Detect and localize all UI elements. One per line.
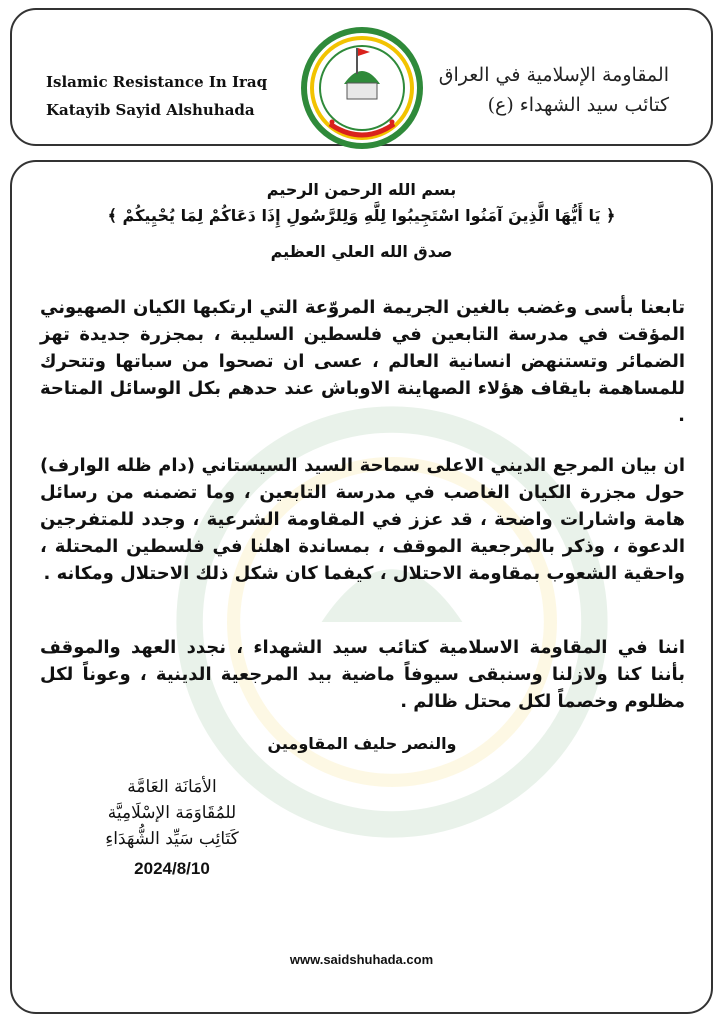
- basmala: بسم الله الرحمن الرحيم: [266, 180, 457, 199]
- signature-line2: للمُقَاوَمَة الإسْلَامِيَّة: [107, 803, 237, 823]
- signature-line1: الأمَانَة العَامَّة: [127, 777, 217, 797]
- english-title: [46, 68, 286, 124]
- signature-line3: كَتَائِب سَيِّد الشُّهَدَاءِ: [105, 829, 239, 849]
- quran-verse: ﴿ يَا أَيُّهَا الَّذِينَ آمَنُوا اسْتَجِيبُوا لِلَّهِ وَلِلرَّسُولِ إِذَا دَعَاكُمْ لِمَا يُحْيِيكُمْ ﴾: [107, 206, 616, 225]
- paragraph-2: ان بيان المرجع الديني الاعلى سماحة السيد السيستاني (دام ظله الوارف) حول مجزرة الكيان الغاصب في مدرسة التابعين ، وما تضمنه من رسائل هامة واشارات واضحة ، قد عزز في المقاومة الشرعية ، وجدد للمتفرجين الدعوة ، وذكر بالمرجعية الموقف ، بمساندة اهلنا في فلسطين المحتلة ، واحقية الشعوب بمقاومة الاحتلال ، كيفما كان شكل ذلك الاحتلال ومكانه .: [40, 455, 685, 584]
- paragraph-1: تابعنا بأسى وغضب بالغين الجريمة المروّعة التي ارتكبها الكيان الصهيوني المؤقت في مدرسة التابعين في فلسطين السليبة ، بمجزرة جديدة تهز الضمائر وتستنهض انسانية العالم ، عسى ان تصحوا من سباتها وتتحرك للمساهمة بايقاف هؤلاء الصهاينة الاوباش عند حدهم بكل الوسائل المتاحة .: [40, 297, 685, 426]
- arabic-title-line1: المقاومة الإسلامية في العراق: [438, 64, 669, 86]
- organization-logo: [300, 26, 424, 150]
- statement-date: 2024/8/10: [134, 859, 210, 878]
- arabic-title-line2: كتائب سيد الشهداء (ع): [487, 94, 669, 116]
- sadaq-phrase: صدق الله العلي العظيم: [270, 242, 453, 261]
- signature-block: [72, 774, 272, 882]
- letterhead-header: [10, 8, 713, 146]
- website-link[interactable]: www.saidshuhada.com: [289, 952, 434, 967]
- arabic-title: [429, 60, 669, 120]
- english-title-line1: Islamic Resistance In Iraq: [46, 73, 268, 91]
- statement-body: [10, 160, 713, 1014]
- paragraph-3: اننا في المقاومة الاسلامية كتائب سيد الشهداء ، نجدد العهد والموقف بأننا كنا ولازلنا وسنبقى سيوفاً ماضية بيد المرجعية الدينية ، وعوناً لكل مظلوم وخصماً لكل محتل ظالم .: [40, 637, 685, 712]
- closing-line: والنصر حليف المقاومين: [267, 734, 457, 753]
- english-title-line2: Katayib Sayid Alshuhada: [46, 101, 255, 119]
